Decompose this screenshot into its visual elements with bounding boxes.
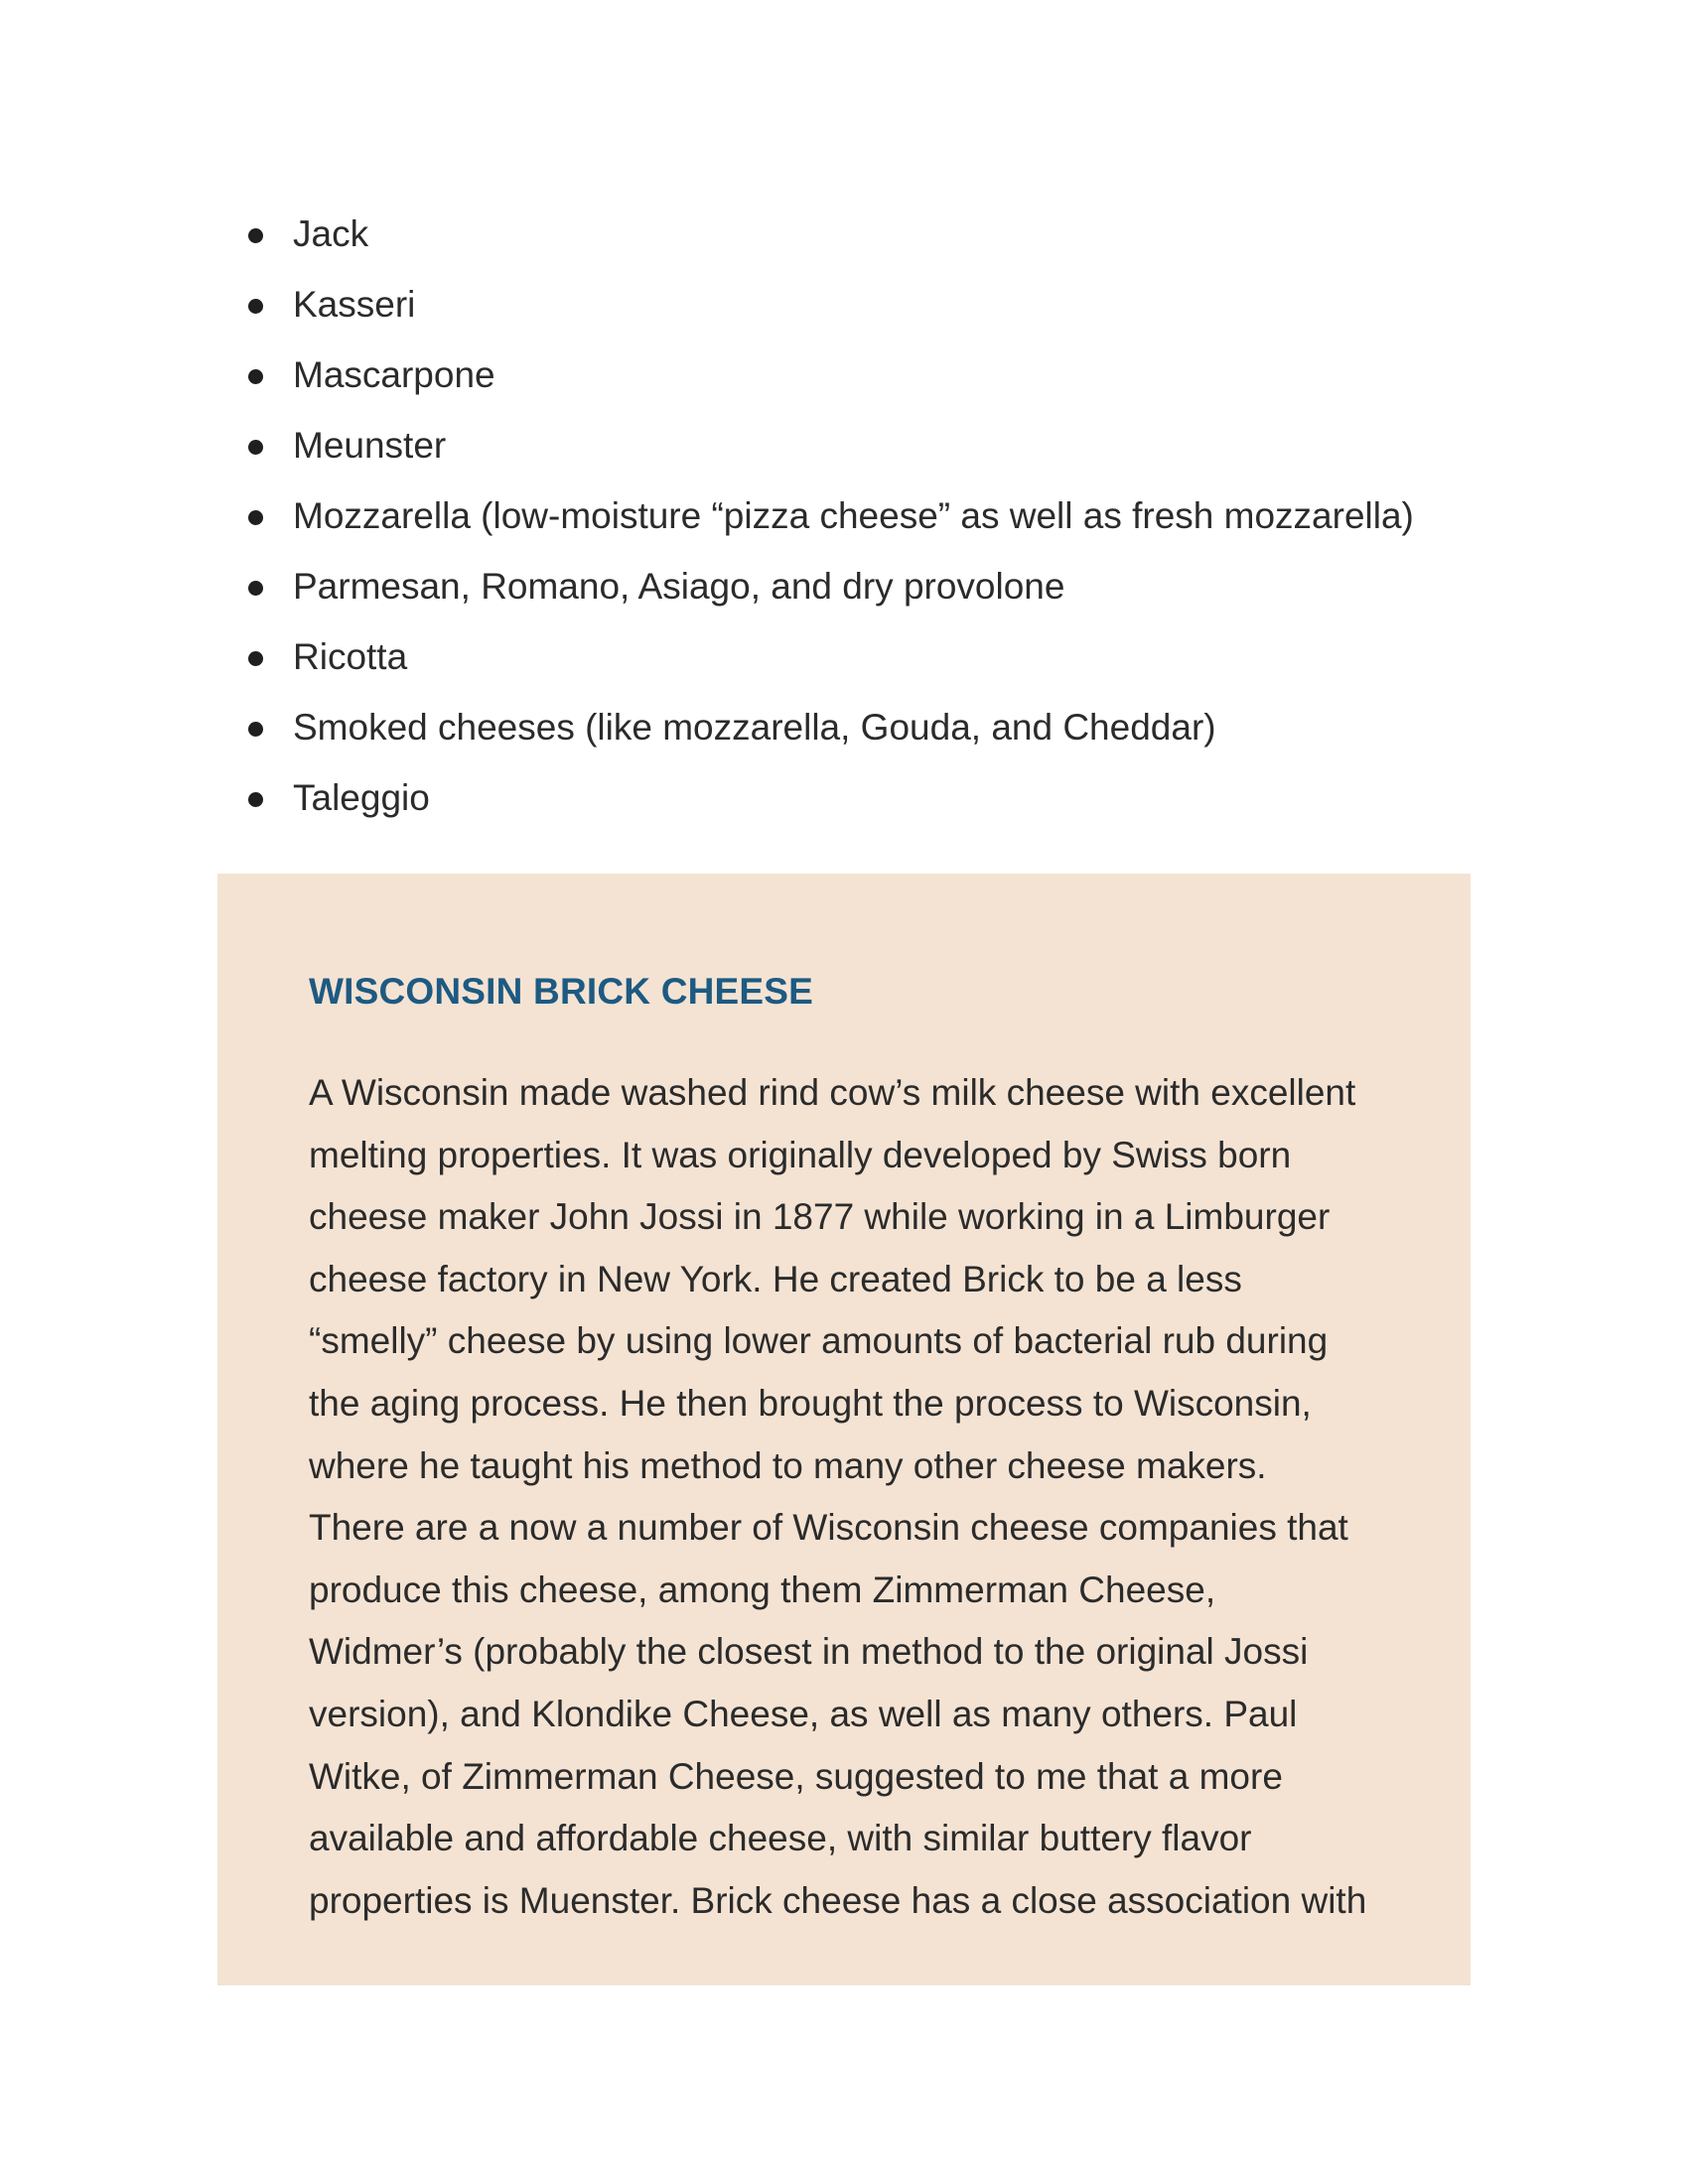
bullet-icon	[248, 369, 263, 384]
list-item-text: Mozzarella (low-moisture “pizza cheese” as well as fresh mozzarella)	[293, 495, 1414, 536]
bullet-icon	[248, 299, 263, 314]
body-text-line: available and affordable cheese, with similar buttery flavor	[309, 1818, 1252, 1859]
brick-cheese-sidebar	[217, 874, 1471, 1985]
body-text-line: version), and Klondike Cheese, as well as many others. Paul	[309, 1693, 1298, 1734]
list-item-text: Taleggio	[293, 777, 430, 818]
bullet-icon	[248, 722, 263, 737]
list-item	[246, 340, 1414, 410]
body-text-line: A Wisconsin made washed rind cow’s milk cheese with excellent	[309, 1072, 1356, 1113]
body-text-line: the aging process. He then brought the process to Wisconsin,	[309, 1382, 1312, 1424]
bullet-icon	[248, 440, 263, 455]
body-text-line: There are a now a number of Wisconsin cheese companies that	[309, 1507, 1348, 1549]
body-text-line: cheese factory in New York. He created Brick to be a less	[309, 1258, 1242, 1299]
body-text-line: Witke, of Zimmerman Cheese, suggested to me that a more	[309, 1755, 1283, 1797]
bullet-icon	[248, 651, 263, 666]
list-item	[246, 762, 1414, 833]
body-text-line: where he taught his method to many other cheese makers.	[309, 1444, 1267, 1486]
list-item-text: Smoked cheeses (like mozzarella, Gouda, and Cheddar)	[293, 707, 1216, 748]
cheese-list	[246, 199, 1414, 833]
list-item	[246, 692, 1414, 762]
bullet-icon	[248, 228, 263, 243]
bullet-icon	[248, 792, 263, 807]
list-item-text: Parmesan, Romano, Asiago, and dry provolone	[293, 566, 1065, 607]
bullet-icon	[248, 581, 263, 596]
body-text-line: cheese maker John Jossi in 1877 while working in a Limburger	[309, 1196, 1331, 1238]
sidebar-body	[309, 1062, 1366, 1932]
body-text-line: “smelly” cheese by using lower amounts of bacterial rub during	[309, 1320, 1329, 1362]
list-item	[246, 199, 1414, 269]
body-text-line: melting properties. It was originally developed by Swiss born	[309, 1134, 1292, 1175]
list-item	[246, 551, 1414, 621]
list-item	[246, 621, 1414, 692]
list-item	[246, 269, 1414, 340]
body-text-line: Widmer’s (probably the closest in method to the original Jossi	[309, 1631, 1309, 1673]
list-item-text: Mascarpone	[293, 354, 495, 395]
list-item-text: Meunster	[293, 425, 447, 466]
body-text-line: properties is Muenster. Brick cheese has a close association with	[309, 1879, 1367, 1921]
list-item-text: Jack	[293, 213, 369, 254]
list-item-text: Ricotta	[293, 636, 408, 677]
body-text-line: produce this cheese, among them Zimmerman Cheese,	[309, 1569, 1216, 1610]
list-item	[246, 480, 1414, 551]
list-item-text: Kasseri	[293, 284, 416, 325]
list-item	[246, 410, 1414, 480]
sidebar-title: WISCONSIN BRICK CHEESE	[309, 971, 814, 1012]
bullet-icon	[248, 510, 263, 525]
